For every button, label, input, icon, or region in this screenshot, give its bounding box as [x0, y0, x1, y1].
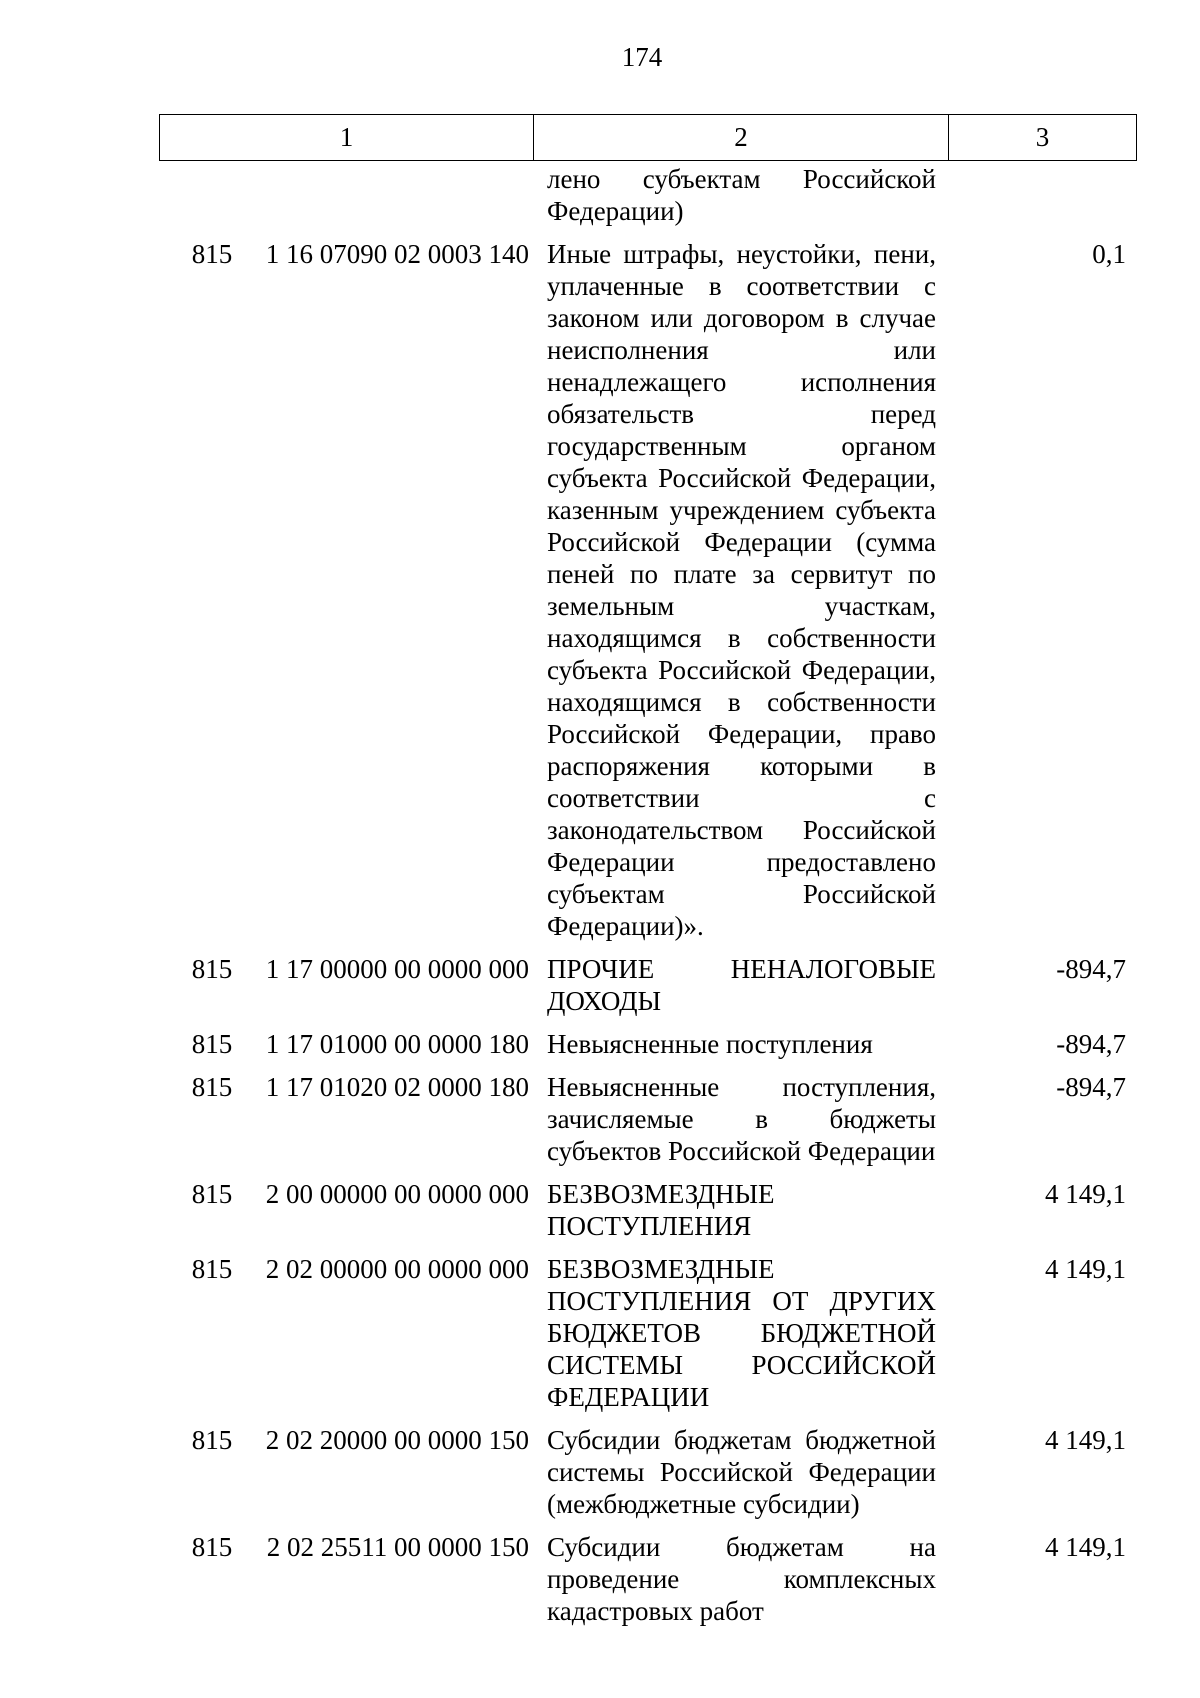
table-row	[159, 1071, 1136, 1178]
admin-code-cell: 815	[191, 1072, 233, 1102]
revenue-name-cell: ПРОЧИЕ НЕНАЛОГОВЫЕ ДОХОДЫ	[547, 954, 936, 1016]
budget-code-cell: 1 16 07090 02 0003 140	[265, 239, 529, 269]
table-row	[159, 238, 1136, 953]
budget-code-cell	[243, 163, 533, 238]
admin-code-cell: 815	[191, 1254, 233, 1284]
budget-code-cell: 2 02 25511 00 0000 150	[266, 1532, 529, 1562]
continuation-text: лено субъектам Российской Федерации)	[547, 164, 936, 226]
amount-cell: 4 149,1	[1045, 1532, 1126, 1562]
admin-code-cell	[159, 163, 243, 238]
revenue-name-cell: БЕЗВОЗМЕЗДНЫЕ ПОСТУПЛЕНИЯ ОТ ДРУГИХ БЮДЖЕТОВ БЮДЖЕТНОЙ СИСТЕМЫ РОССИЙСКОЙ ФЕДЕРАЦИИ	[547, 1254, 936, 1412]
table-row	[159, 1028, 1136, 1071]
amount-cell	[946, 163, 1136, 238]
budget-code-cell: 2 02 00000 00 0000 000	[265, 1254, 529, 1284]
budget-code-cell: 1 17 00000 00 0000 000	[265, 954, 529, 984]
column-header-1: 1	[160, 115, 534, 161]
revenue-name-cell: Невыясненные поступления, зачисляемые в бюджеты субъектов Российской Федерации	[547, 1072, 936, 1166]
amount-cell: -894,7	[1056, 954, 1126, 984]
admin-code-cell: 815	[191, 239, 233, 269]
column-header-2: 2	[534, 115, 949, 161]
amount-cell: 4 149,1	[1045, 1254, 1126, 1284]
revenue-name-cell: БЕЗВОЗМЕЗДНЫЕ ПОСТУПЛЕНИЯ	[547, 1179, 775, 1241]
admin-code-cell: 815	[191, 954, 233, 984]
table-row	[159, 1531, 1136, 1638]
revenue-name-cell: Невыясненные поступления	[547, 1029, 873, 1059]
budget-code-cell: 2 02 20000 00 0000 150	[265, 1425, 529, 1455]
amount-cell: -894,7	[1056, 1072, 1126, 1102]
table-row-continuation	[159, 163, 1136, 238]
revenue-name-cell: Субсидии бюджетам бюджетной системы Российской Федерации (межбюджетные субсидии)	[547, 1425, 936, 1519]
admin-code-cell: 815	[191, 1425, 233, 1455]
amount-cell: -894,7	[1056, 1029, 1126, 1059]
column-header-row	[160, 115, 1137, 161]
admin-code-cell: 815	[191, 1532, 233, 1562]
table-row	[159, 953, 1136, 1028]
table-row	[159, 1424, 1136, 1531]
admin-code-cell: 815	[191, 1179, 233, 1209]
revenue-table	[159, 163, 1136, 1638]
column-header-table	[159, 114, 1137, 161]
page-number: 174	[621, 42, 663, 72]
amount-cell: 0,1	[1092, 239, 1126, 269]
table-row	[159, 1178, 1136, 1253]
table-row	[159, 1253, 1136, 1424]
budget-code-cell: 1 17 01020 02 0000 180	[265, 1072, 529, 1102]
column-header-3: 3	[949, 115, 1137, 161]
revenue-name-cell: Субсидии бюджетам на проведение комплексных кадастровых работ	[547, 1532, 936, 1626]
budget-code-cell: 2 00 00000 00 0000 000	[265, 1179, 529, 1209]
amount-cell: 4 149,1	[1045, 1179, 1126, 1209]
budget-code-cell: 1 17 01000 00 0000 180	[265, 1029, 529, 1059]
admin-code-cell: 815	[191, 1029, 233, 1059]
amount-cell: 4 149,1	[1045, 1425, 1126, 1455]
revenue-name-cell: Иные штрафы, неустойки, пени, уплаченные в соответствии с законом или договором в случае неисполнения или ненадлежащего исполнения обязательств перед государственным органом субъекта Российской Федерации, казенным учреждением субъекта Российской Федерации (сумма пеней по плате за сервитут по земельным участкам, находящимся в собственности субъекта Российской Федерации, находящимся в собственности Российской Федерации, право распоряжения которыми в соответствии с законодательством Российской Федерации предоставлено субъектам Российской Федерации)».	[547, 239, 936, 941]
